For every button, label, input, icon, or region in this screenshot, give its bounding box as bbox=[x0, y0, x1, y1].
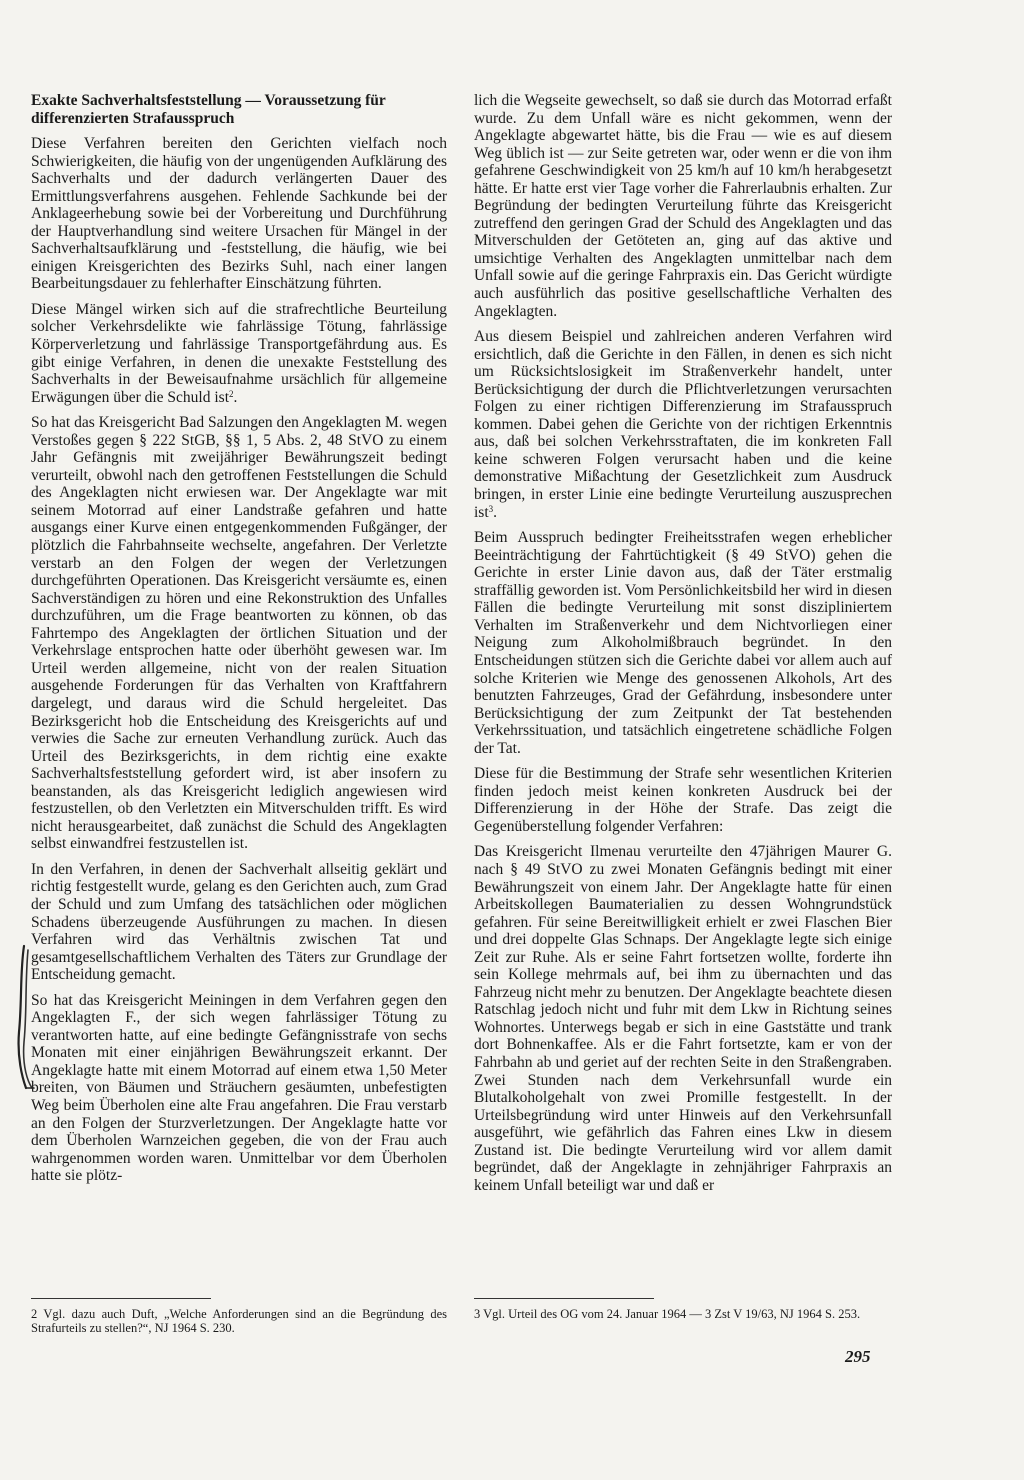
footnote-reference[interactable]: 2 bbox=[229, 388, 234, 399]
footnote-3: 3 Vgl. Urteil des OG vom 24. Januar 1964 — 3 Zst V 19/63, NJ 1964 S. 253. bbox=[474, 1307, 861, 1321]
paragraph: lich die Wegseite gewechselt, so daß sie durch das Motorrad erfaßt wurde. Zu dem Unfall wäre es nicht gekommen, wenn der Angeklagte abgewartet hätte, bis die Frau — wie es auf diesem Weg üblich ist — zur Seite getreten war, oder wenn er die von ihm gefahrene Geschwindigkeit von 25 km/h auf 10 km/h herabgesetzt hätte. Er hatte erst vier Tage vorher die Fahrerlaubnis erhalten. Zur Begründung der bedingten Verurteilung führte das Kreisgericht zutreffend den geringen Grad der Schuld des Angeklagten und das Mitverschulden der Getöteten an, ging auf das aktive und umsichtige Verhalten des Angeklagten unmittelbar nach dem Unfall sowie auf die geringe Fahrpraxis ein. Das Gericht würdigte auch ausführlich das positive gesellschaftliche Verhalten des Angeklagten. bbox=[474, 92, 892, 320]
left-column bbox=[31, 92, 447, 1193]
paragraph bbox=[474, 328, 892, 521]
paragraph-text: Diese Mängel wirken sich auf die strafrechtliche Beurteilung solcher Verkehrsdelikte wie fahrlässige Tötung, fahrlässige Körperverletzung und fahrlässige Transportgefährdung aus. Es gibt einige Verfahren, in denen die unexakte Feststellung des Sachverhalts in der Beweisaufnahme ursächlich für allgemeine Erwägungen über die Schuld ist bbox=[31, 300, 447, 406]
section-heading bbox=[31, 92, 447, 127]
footnote-reference[interactable]: 3 bbox=[488, 503, 494, 514]
paragraph: Diese für die Bestimmung der Strafe sehr wesentlichen Kriterien finden jedoch meist keinen konkreten Ausdruck bei der Differenzierung in der Höhe der Strafe. Das zeigt die Gegenüberstellung folgender Verfahren: bbox=[474, 765, 892, 835]
paragraph-text-end: . bbox=[233, 388, 238, 406]
right-column bbox=[474, 92, 892, 1202]
paragraph: Diese Verfahren bereiten den Gerichten vielfach noch Schwierigkeiten, die häufig von der ungenügenden Aufklärung des Sachverhalts und der dadurch verlängerten Dauer des Ermittlungsverfahrens ausgehen. Fehlende Sachkunde bei der Anklageerhebung sowie bei der Vorbereitung und Durchführung der Hauptverhandlung sind weitere Ursachen für Mängel in der Sachverhaltsaufklärung und -feststellung, die häufig, wie bei einigen Kreisgerichten des Bezirks Suhl, nach einer langen Bearbeitungsdauer zu fehlerhafter Einschätzung führten. bbox=[31, 135, 447, 293]
footnote-divider bbox=[474, 1298, 654, 1299]
footnote-2: 2 Vgl. dazu auch Duft, „Welche Anforderungen sind an die Begründung des Strafurteils zu stellen?“, NJ 1964 S. 230. bbox=[31, 1307, 447, 1335]
paragraph: Beim Ausspruch bedingter Freiheitsstrafen wegen erheblicher Beeinträchtigung der Fahrtüchtigkeit (§ 49 StVO) gehen die Gerichte in erster Linie davon aus, daß der Täter erstmalig straffällig geworden ist. Vom Persönlichkeitsbild her wird in diesen Fällen die bedingte Verurteilung mit sonst diszipliniertem Verhalten im Straßenverkehr und dem Nichtvorliegen einer Neigung zum Alkoholmißbrauch begründet. In den Entscheidungen stützen sich die Gerichte dabei vor allem auch auf solche Kriterien wie Menge des genossenen Alkohols, Art des benutzten Fahrzeuges, Grad der Gefährdung, insbesondere unter Berücksichtigung der zum Zeitpunkt der Tat bestehenden Verkehrssituation, und tatsächlich eingetretene schädliche Folgen der Tat. bbox=[474, 529, 893, 757]
paragraph: In den Verfahren, in denen der Sachverhalt allseitig geklärt und richtig festgestellt wurde, gelang es den Gerichten auch, zum Grad der Schuld und zum Umfang des tatsächlichen oder möglichen Schadens überzeugende Ausführungen zu machen. In diesen Verfahren wird das Verhältnis zwischen Tat und gesamtgesellschaftlichem Verhalten des Täters zur Grundlage der Entscheidung gemacht. bbox=[31, 860, 447, 984]
paragraph-text-end: . bbox=[493, 503, 498, 521]
paragraph: Das Kreisgericht Ilmenau verurteilte den 47jährigen Maurer G. nach § 49 StVO zu zwei Monaten Gefängnis bedingt mit einer Bewährungszeit von einem Jahr. Der Angeklagte hatte für einen Arbeitskollegen Baumaterialien zu dessen Wohngrundstück gefahren. Für seine Bereitwilligkeit erhielt er zwei Flaschen Bier und drei doppelte Glas Schnaps. Der Angeklagte legte sich einige Zeit zur Ruhe. Als er seine Fahrt fortsetzen wollte, forderte ihn sein Kollege mehrmals auf, bei ihm zu übernachten und das Fahrzeug nicht mehr zu benutzen. Der Angeklagte beachtete diesen Ratschlag jedoch nicht und fuhr mit dem Lkw in Richtung seines Wohnortes. Unterwegs begab er sich in eine Gaststätte und trank dort Bohnenkaffee. Als er die Fahrt fortsetzte, kam er von der Fahrbahn ab und geriet auf der rechten Seite in den Straßengraben. Zwei Stunden nach dem Verkehrsunfall wurde ein Blutalkoholgehalt von zwei Promille festgestellt. In der Urteilsbegründung wird unter Hinweis auf den Verkehrsunfall ausgeführt, wie gefährlich das Fahren eines Lkw in diesem Zustand ist. Die bedingte Verurteilung wird vor allem damit begründet, daß der Angeklagte in zehnjähriger Fahrpraxis an keinem Unfall beteiligt war und daß er bbox=[474, 843, 892, 1194]
paragraph bbox=[31, 301, 447, 406]
section-heading-line-1: Exakte Sachverhaltsfeststellung — Voraussetzung für bbox=[31, 92, 386, 109]
paragraph: So hat das Kreisgericht Bad Salzungen den Angeklagten M. wegen Verstoßes gegen § 222 StGB, §§ 1, 5 Abs. 2, 48 StVO zu einem Jahr Gefängnis mit zweijähriger Bewährungszeit bedingt verurteilt, obwohl nach den getroffenen Feststellungen die Schuld des Angeklagten nicht erwiesen war. Der Angeklagte war mit seinem Motorrad auf einer Landstraße gefahren und hatte ausgangs einer Kurve einen entgegenkommenden Fußgänger, der plötzlich die Fahrbahnseite wechselte, angefahren. Der Verletzte verstarb an den Folgen der wegen der Verletzungen durchgeführten Operationen. Das Kreisgericht versäumte es, einen Sachverständigen zu hören und eine Rekonstruktion des Unfalles durchzuführen, um die Frage beantworten zu können, ob das Fahrtempo des Angeklagten der örtlichen Situation und der Verkehrslage entsprochen hatte oder überhöht gewesen war. Im Urteil werden allgemeine, nicht von der realen Situation ausgehende Forderungen für das Verhalten von Kraftfahrern dargelegt, und daraus wird die Schuld hergeleitet. Das Bezirksgericht hob die Entscheidung des Kreisgerichts auf und verwies die Sache zur erneuten Verhandlung zurück. Auch das Urteil des Bezirksgerichts, in dem richtig eine exakte Sachverhaltsfeststellung gefordert wird, ist aber insofern zu beanstanden, als das Kreisgericht lediglich angewiesen wird festzustellen, ob den Verletzten ein Mitverschulden trifft. Es wird nicht herausgearbeitet, daß zunächst die Schuld des Angeklagten selbst einwandfrei festzustellen ist. bbox=[31, 414, 447, 853]
footnote-divider bbox=[31, 1298, 211, 1299]
paragraph-text: Aus diesem Beispiel und zahlreichen anderen Verfahren wird ersichtlich, daß die Gerichte in den Fällen, in denen es sich nicht um Rücksichtslosigkeit im Straßenverkehr handelt, unter Berücksichtigung der durch die Pflichtverletzungen verursachten Folgen zu einer richtigen Differenzierung im Strafausspruch kommen. Dabei gehen die Gerichte von der richtigen Erkenntnis aus, daß bei solchen Verkehrsstraftaten, die im konkreten Fall keine schweren Folgen verursacht haben und die keine demonstrative Mißachtung der Gesetzlichkeit zum Ausdruck bringen, in erster Linie eine bedingte Verurteilung auszusprechen ist bbox=[474, 328, 892, 521]
section-heading-line-2: differenzierten Strafausspruch bbox=[31, 109, 235, 127]
handwritten-margin-mark bbox=[10, 942, 36, 1092]
page-number: 295 bbox=[845, 1347, 871, 1366]
paragraph: So hat das Kreisgericht Meiningen in dem Verfahren gegen den Angeklagten F., der sich wegen fahrlässiger Tötung zu verantworten hatte, auf eine bedingte Gefängnisstrafe von sechs Monaten mit einer einjährigen Bewährungszeit erkannt. Der Angeklagte hatte mit einem Motorrad auf einem etwa 1,50 Meter breiten, von Bäumen und Sträuchern gesäumten, unbefestigten Weg beim Überholen eine alte Frau angefahren. Die Frau verstarb an den Folgen der Sturzverletzungen. Der Angeklagte hatte vor dem Überholen Warnzeichen gegeben, die von der Frau auch wahrgenommen worden waren. Unmittelbar vor dem Überholen hatte sie plötz- bbox=[31, 991, 447, 1185]
